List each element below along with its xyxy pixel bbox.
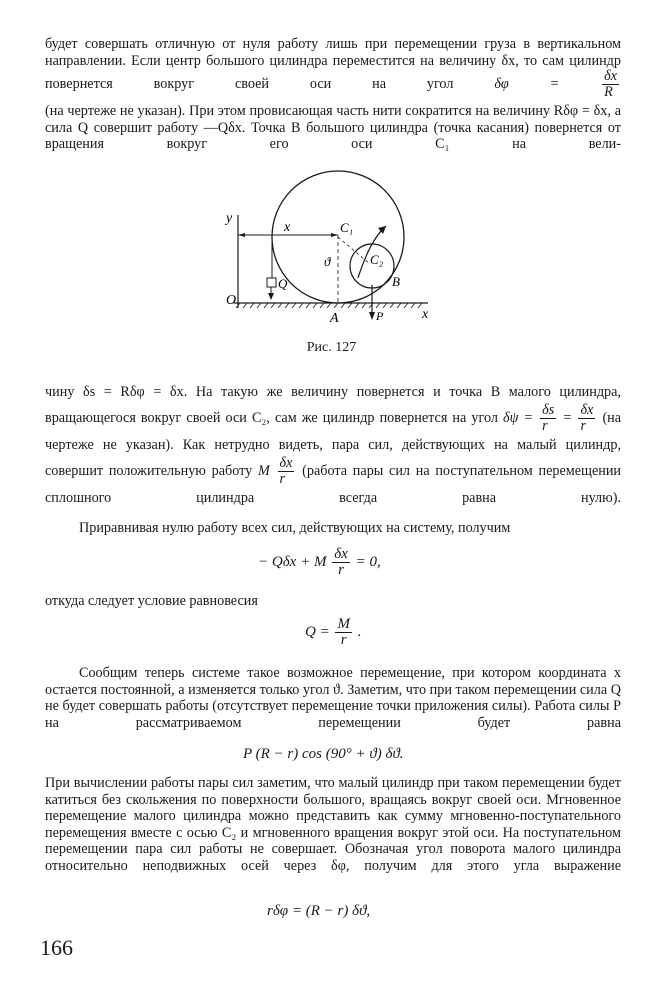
fraction-denominator: r: [580, 418, 586, 434]
page-number: 166: [40, 935, 73, 960]
fraction-denominator: R: [604, 84, 613, 101]
weight-q: [267, 278, 276, 287]
fraction-ds-over-r: [540, 403, 556, 434]
label-c2: C₂: [370, 252, 384, 267]
paragraph-5-text: откуда следует условие равновесия: [45, 593, 258, 609]
paragraph-4-text: Приравнивая нулю работу всех сил, действующих на систему, получим: [79, 520, 511, 536]
fraction-numerator: δx: [334, 546, 348, 562]
figure-127: [220, 160, 450, 330]
fraction-numerator: δx: [279, 455, 293, 471]
figure-caption: Рис. 127: [306, 340, 357, 355]
fraction-numerator: δs: [542, 402, 555, 418]
label-c1: C₁: [340, 220, 354, 235]
paragraph-6-text: Сообщим теперь системе такое возможное перемещение, при котором координата x остается постоянной, а изменяется только угол ϑ. Заметим, что при таком перемещении сила Q не будет совершать работы (отсутствует перемещение точки приложения силы). Работа силы P на рассматриваемом перемещении будет равна: [45, 665, 621, 731]
equation-3: P (R − r) cos (90° + ϑ) δϑ.: [243, 746, 404, 762]
paragraph-7-text: При вычислении работы пары сил заметим, что малый цилиндр при таком перемещении будет катиться без скольжения по поверхности большого, вращаясь вокруг своей оси. Мгновенное перемещение малого цилиндра можно представить как сумму мгновенно-поступательного перемещения вместе с осью C₂ и мгновенного вращения вокруг этой оси. На поступательном перемещении пара сил работы не совершает. Обозначая угол поворота малого цилиндра относительно неподвижных осей через δφ, получим для этого угла выражение: [45, 775, 621, 874]
paragraph-3c: (работа пары сил на поступательном перемещении сплошного цилиндра всегда равна нулю).: [45, 462, 622, 506]
eq1-left: − Qδx + M: [258, 553, 327, 570]
dphi-lhs: δφ =: [494, 75, 560, 92]
eq2-left: Q =: [305, 623, 330, 640]
eq1-fraction: [332, 547, 350, 578]
equals-sign: =: [563, 409, 572, 426]
dpsi-lhs: δψ =: [503, 409, 534, 426]
moment-m: M: [257, 462, 270, 479]
eq1-right: = 0,: [355, 553, 381, 570]
fraction-numerator: δx: [580, 402, 594, 418]
label-o: O: [226, 293, 237, 308]
paragraph-4: [45, 520, 621, 537]
paragraph-7: [45, 775, 621, 875]
paragraph-2-text: (на чертеже не указан). При этом провисающая часть нити сократится на величину Rδφ = δx, а сила Q совершит работу —Qδx. Точка B большого цилиндра (точка касания) повернется от вращения вокруг его оси C₁ на вели-: [45, 103, 621, 153]
label-theta: ϑ: [324, 254, 331, 269]
equation-1: [258, 547, 381, 578]
paragraph-1-text: будет совершать отличную от нуля работу лишь при перемещении груза в вертикальном направлении. Если центр большого цилиндра переместится на величину δx, то сам цилиндр повернется вокруг своей оси на угол: [45, 36, 621, 92]
label-y: y: [226, 211, 233, 226]
label-b: B: [392, 274, 400, 289]
paragraph-3a: чину δs = Rδφ = δx. На такую же величину повернется и точка B малого цилиндра, вращающегося вокруг своей оси C₂, сам же цилиндр повернется на угол: [45, 384, 621, 426]
fraction-denominator: r: [340, 632, 347, 648]
paragraph-3: [45, 381, 621, 509]
label-x-axis: x: [422, 307, 429, 322]
equation-4: rδφ = (R − r) δϑ,: [267, 903, 371, 919]
paragraph-1: [45, 36, 621, 100]
paragraph-5: [45, 593, 621, 610]
fraction-dx-over-R: [602, 69, 619, 100]
label-p: P: [376, 309, 384, 323]
label-a: A: [330, 311, 339, 326]
fraction-dx-over-r-2: [278, 456, 295, 487]
equation-2: [305, 617, 361, 648]
label-x-dist: x: [284, 220, 291, 235]
eq2-right: .: [357, 623, 362, 640]
fraction-numerator: M: [337, 616, 350, 632]
fraction-denominator: r: [338, 562, 344, 578]
fraction-numerator: δx: [604, 68, 618, 85]
ground-hatching: [236, 303, 422, 308]
paragraph-6: [45, 665, 621, 731]
fraction-denominator: r: [279, 471, 286, 487]
paragraph-2: [45, 103, 621, 153]
fraction-denominator: r: [542, 418, 548, 434]
c1-c2-line: [338, 237, 370, 264]
label-q: Q: [278, 276, 288, 291]
fraction-dx-over-r: [578, 403, 595, 434]
eq2-fraction: [335, 617, 352, 648]
paragraph-3b: (на чертеже не указан). Как нетрудно видеть, пара сил, действующих на малый цилиндр, совершит положительную работу: [45, 409, 622, 479]
